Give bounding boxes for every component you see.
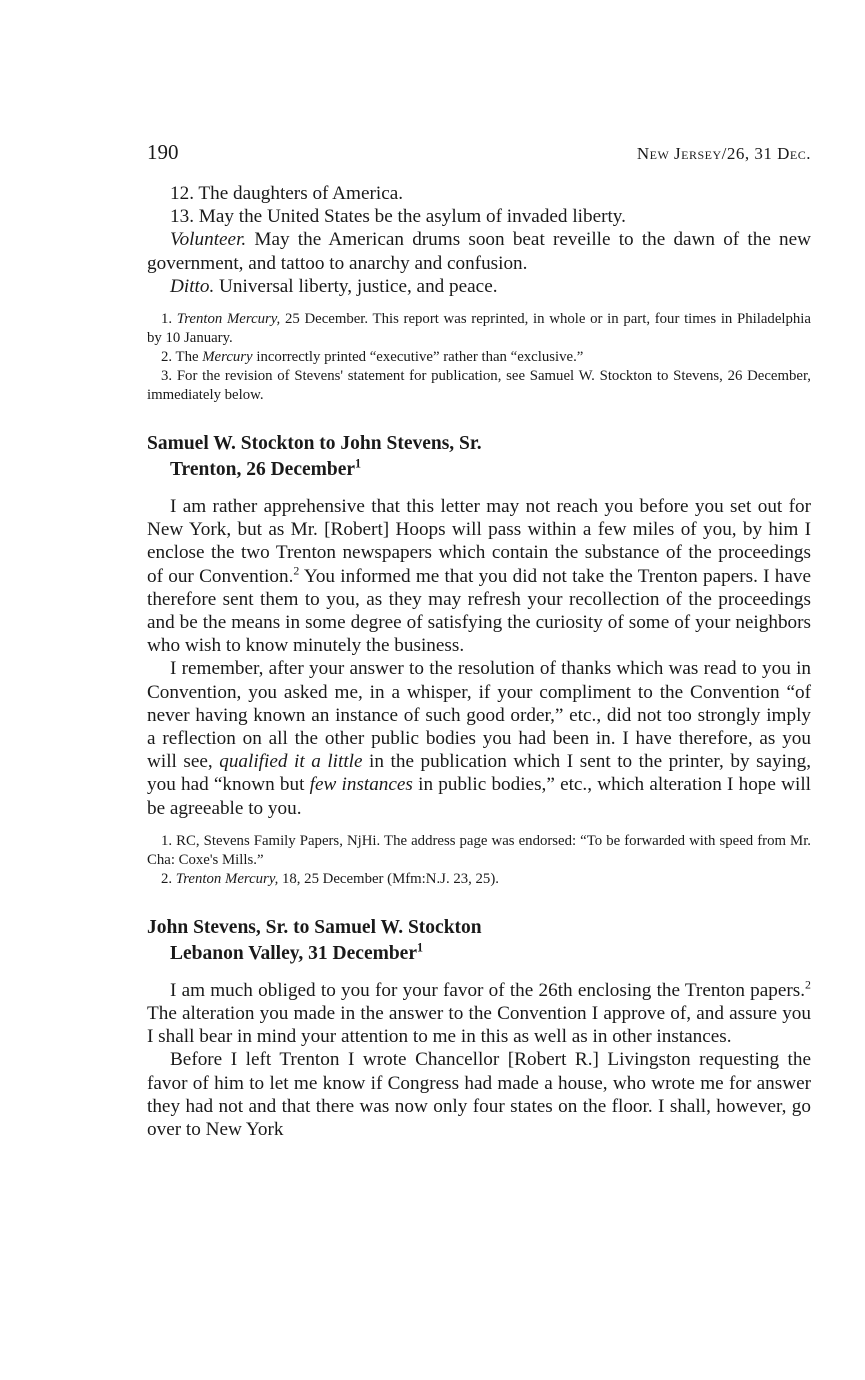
letter-paragraph: Before I left Trenton I wrote Chancellor [Robert R.] Livingston requesting the favor of him to let me know if Congress had made a house, who wrote me for answer they had not and that there was now only four states on the floor. I shall, however, go over to New York [147,1049,811,1141]
footnote: 1. RC, Stevens Family Papers, NjHi. The address page was endorsed: “To be forwarded with speed from Mr. Cha: Coxe's Mills.” [147,832,812,868]
document-page [147,140,811,1141]
letter-paragraph: I am much obliged to you for your favor of the 26th enclosing the Trenton papers.$^2$ The alteration you made in the answer to the Convention I approve of, and assure you I shall bear in mind your attention to me in this as well as in other instances. [147,977,811,1048]
footnote: 3. For the revision of Stevens' statement for publication, see Samuel W. Stockton to Stevens, 26 December, immediately below. [147,368,812,404]
footnote: 1. Trenton Mercury, 25 December. This report was reprinted, in whole or in part, four times in Philadelphia by 10 January. [147,311,811,347]
letter-paragraph: I remember, after your answer to the resolution of thanks which was read to you in Convention, you asked me, in a whisper, if your compliment to the Convention “of never having known an instance of such good order,” etc., did not too strongly imply a reflection on all the other public bodies you had been in. I have therefore, as you will see, qualified it a little in the publication which I sent to the printer, by saying, you had “known but few instances in public bodies,” etc., which alteration I hope will be agreeable to you. [147,658,811,819]
toast-item: Volunteer. May the American drums soon beat reveille to the dawn of the new government, and tattoo to anarchy and confusion. [147,229,811,274]
page-number: 190 [147,140,179,164]
letter-title: Samuel W. Stockton to John Stevens, Sr. [147,433,482,455]
page-header [147,140,811,170]
footnotes-1 [147,310,811,405]
letter-heading [147,431,811,483]
letter-dateline: Trenton, 26 December$^1$ [170,456,362,481]
toast-item: 12. The daughters of America. [170,183,404,204]
toast-list [147,182,811,298]
footnote: 2. Trenton Mercury, 18, 25 December (Mfm:N.J. 23, 25). [161,870,499,887]
letter-paragraph: I am rather apprehensive that this letter may not reach you before you set out for New York, but as Mr. [Robert] Hoops will pass within a few miles of you, by him I enclose the two Trenton newspapers which contain the substance of the proceedings of our Convention.$^2$ You informed me that you did not take the Trenton papers. I have therefore sent them to you, as they may refresh your recollection of the proceedings and be the means in some degree of satisfying the curiosity of some of your neighbors who wish to know minutely the business. [147,496,811,657]
toast-item: 13. May the United States be the asylum of invaded liberty. [170,206,626,228]
footnote: 2. The Mercury incorrectly printed “executive” rather than “exclusive.” [161,349,584,366]
letter-title: John Stevens, Sr. to Samuel W. Stockton [147,916,482,938]
letter-body [147,495,811,820]
letter-heading [147,915,811,967]
running-head: New Jersey/26, 31 Dec. [636,144,811,163]
letter-dateline: Lebanon Valley, 31 December$^1$ [170,940,424,964]
footnotes-2 [147,832,811,889]
letter-body [147,979,811,1141]
toast-item: Ditto. Universal liberty, justice, and peace. [170,275,498,297]
